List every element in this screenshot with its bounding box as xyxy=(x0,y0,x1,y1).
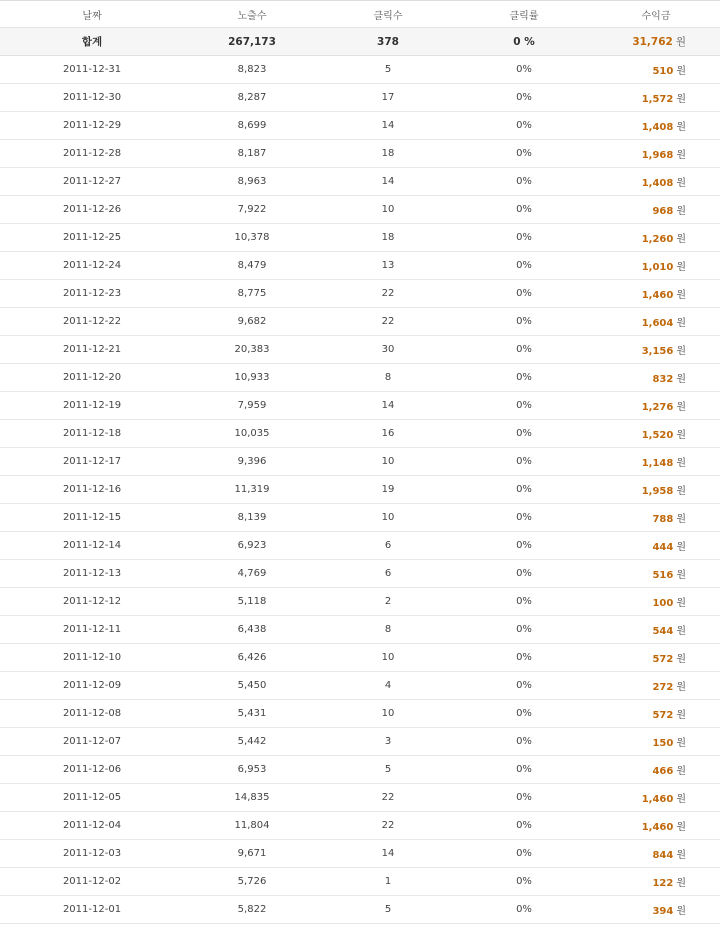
row-revenue: 516 xyxy=(652,570,674,581)
currency-unit: 원 xyxy=(676,514,686,525)
table-row xyxy=(0,784,720,812)
row-ctr: 0% xyxy=(456,420,592,448)
row-date: 2011-12-05 xyxy=(0,784,184,812)
row-revenue-cell xyxy=(592,392,720,420)
row-ctr: 0% xyxy=(456,392,592,420)
row-revenue: 122 xyxy=(652,878,674,889)
currency-unit: 원 xyxy=(676,878,686,889)
currency-unit: 원 xyxy=(676,234,686,245)
row-date: 2011-12-07 xyxy=(0,728,184,756)
total-revenue-cell xyxy=(592,28,720,56)
table-row xyxy=(0,280,720,308)
row-revenue: 100 xyxy=(652,598,674,609)
row-clicks: 6 xyxy=(320,532,456,560)
row-impressions: 5,442 xyxy=(184,728,320,756)
row-revenue-cell xyxy=(592,56,720,84)
row-revenue-cell xyxy=(592,112,720,140)
row-revenue-cell xyxy=(592,448,720,476)
row-clicks: 18 xyxy=(320,140,456,168)
row-ctr: 0% xyxy=(456,840,592,868)
row-impressions: 9,682 xyxy=(184,308,320,336)
currency-unit: 원 xyxy=(676,710,686,721)
row-revenue: 466 xyxy=(652,766,674,777)
row-clicks: 5 xyxy=(320,896,456,924)
currency-unit: 원 xyxy=(676,822,686,833)
row-clicks: 10 xyxy=(320,644,456,672)
row-revenue-cell xyxy=(592,616,720,644)
row-impressions: 8,699 xyxy=(184,112,320,140)
table-row xyxy=(0,616,720,644)
total-label: 합계 xyxy=(0,28,184,56)
currency-unit: 원 xyxy=(676,682,686,693)
row-clicks: 30 xyxy=(320,336,456,364)
row-ctr: 0% xyxy=(456,868,592,896)
row-impressions: 14,835 xyxy=(184,784,320,812)
row-impressions: 8,287 xyxy=(184,84,320,112)
currency-unit: 원 xyxy=(676,318,686,329)
row-impressions: 10,035 xyxy=(184,420,320,448)
header-date: 날짜 xyxy=(0,1,184,28)
currency-unit: 원 xyxy=(676,766,686,777)
row-impressions: 7,922 xyxy=(184,196,320,224)
table-row xyxy=(0,196,720,224)
row-clicks: 14 xyxy=(320,840,456,868)
row-date: 2011-12-10 xyxy=(0,644,184,672)
row-ctr: 0% xyxy=(456,700,592,728)
table-row xyxy=(0,896,720,924)
row-clicks: 16 xyxy=(320,420,456,448)
row-revenue-cell xyxy=(592,336,720,364)
total-row xyxy=(0,28,720,56)
currency-unit: 원 xyxy=(676,402,686,413)
row-impressions: 5,822 xyxy=(184,896,320,924)
row-revenue: 444 xyxy=(652,542,674,553)
row-date: 2011-12-31 xyxy=(0,56,184,84)
table-row xyxy=(0,224,720,252)
row-date: 2011-12-20 xyxy=(0,364,184,392)
row-revenue-cell xyxy=(592,280,720,308)
row-date: 2011-12-03 xyxy=(0,840,184,868)
row-revenue-cell xyxy=(592,504,720,532)
row-revenue-cell xyxy=(592,560,720,588)
currency-unit: 원 xyxy=(676,262,686,273)
row-impressions: 10,933 xyxy=(184,364,320,392)
row-impressions: 8,479 xyxy=(184,252,320,280)
currency-unit: 원 xyxy=(676,430,686,441)
currency-unit: 원 xyxy=(676,458,686,469)
table-row xyxy=(0,672,720,700)
row-ctr: 0% xyxy=(456,532,592,560)
header-revenue: 수익금 xyxy=(592,1,720,28)
row-clicks: 10 xyxy=(320,196,456,224)
table-row xyxy=(0,728,720,756)
row-clicks: 17 xyxy=(320,84,456,112)
row-date: 2011-12-14 xyxy=(0,532,184,560)
row-date: 2011-12-17 xyxy=(0,448,184,476)
row-ctr: 0% xyxy=(456,560,592,588)
row-clicks: 6 xyxy=(320,560,456,588)
row-date: 2011-12-24 xyxy=(0,252,184,280)
currency-unit: 원 xyxy=(675,36,686,48)
row-date: 2011-12-06 xyxy=(0,756,184,784)
row-revenue: 968 xyxy=(652,206,674,217)
table-row xyxy=(0,112,720,140)
total-impressions: 267,173 xyxy=(184,28,320,56)
currency-unit: 원 xyxy=(676,346,686,357)
row-revenue: 544 xyxy=(652,626,674,637)
row-revenue: 1,604 xyxy=(641,318,674,329)
row-clicks: 4 xyxy=(320,672,456,700)
row-revenue-cell xyxy=(592,868,720,896)
row-date: 2011-12-02 xyxy=(0,868,184,896)
row-impressions: 9,396 xyxy=(184,448,320,476)
row-revenue-cell xyxy=(592,476,720,504)
row-ctr: 0% xyxy=(456,616,592,644)
table-row xyxy=(0,448,720,476)
row-revenue-cell xyxy=(592,140,720,168)
table-row xyxy=(0,140,720,168)
row-revenue: 1,408 xyxy=(641,178,674,189)
row-date: 2011-12-16 xyxy=(0,476,184,504)
row-clicks: 18 xyxy=(320,224,456,252)
row-revenue-cell xyxy=(592,840,720,868)
row-clicks: 22 xyxy=(320,784,456,812)
currency-unit: 원 xyxy=(676,654,686,665)
row-date: 2011-12-08 xyxy=(0,700,184,728)
currency-unit: 원 xyxy=(676,570,686,581)
row-date: 2011-12-01 xyxy=(0,896,184,924)
table-row xyxy=(0,420,720,448)
table-row xyxy=(0,532,720,560)
row-clicks: 8 xyxy=(320,364,456,392)
row-impressions: 8,139 xyxy=(184,504,320,532)
currency-unit: 원 xyxy=(676,598,686,609)
row-revenue-cell xyxy=(592,364,720,392)
table-row xyxy=(0,560,720,588)
table-row xyxy=(0,476,720,504)
row-ctr: 0% xyxy=(456,224,592,252)
row-impressions: 10,378 xyxy=(184,224,320,252)
row-date: 2011-12-21 xyxy=(0,336,184,364)
row-revenue: 1,520 xyxy=(641,430,674,441)
row-ctr: 0% xyxy=(456,504,592,532)
row-revenue-cell xyxy=(592,588,720,616)
row-clicks: 22 xyxy=(320,308,456,336)
row-ctr: 0% xyxy=(456,672,592,700)
row-impressions: 5,450 xyxy=(184,672,320,700)
row-impressions: 8,775 xyxy=(184,280,320,308)
currency-unit: 원 xyxy=(676,738,686,749)
row-date: 2011-12-27 xyxy=(0,168,184,196)
currency-unit: 원 xyxy=(676,178,686,189)
row-revenue: 788 xyxy=(652,514,674,525)
row-impressions: 6,923 xyxy=(184,532,320,560)
row-impressions: 8,187 xyxy=(184,140,320,168)
currency-unit: 원 xyxy=(676,206,686,217)
row-revenue-cell xyxy=(592,812,720,840)
row-date: 2011-12-22 xyxy=(0,308,184,336)
row-revenue: 572 xyxy=(652,710,674,721)
row-clicks: 8 xyxy=(320,616,456,644)
row-clicks: 14 xyxy=(320,112,456,140)
currency-unit: 원 xyxy=(676,794,686,805)
currency-unit: 원 xyxy=(676,626,686,637)
row-clicks: 5 xyxy=(320,56,456,84)
table-row xyxy=(0,840,720,868)
table-row xyxy=(0,868,720,896)
row-revenue-cell xyxy=(592,252,720,280)
currency-unit: 원 xyxy=(676,486,686,497)
row-date: 2011-12-19 xyxy=(0,392,184,420)
row-revenue-cell xyxy=(592,896,720,924)
row-revenue: 1,408 xyxy=(641,122,674,133)
table-row xyxy=(0,252,720,280)
table-row xyxy=(0,700,720,728)
row-ctr: 0% xyxy=(456,336,592,364)
row-clicks: 10 xyxy=(320,700,456,728)
header-row xyxy=(0,1,720,28)
table-row xyxy=(0,504,720,532)
header-impressions: 노출수 xyxy=(184,1,320,28)
row-ctr: 0% xyxy=(456,168,592,196)
row-revenue-cell xyxy=(592,784,720,812)
row-revenue-cell xyxy=(592,420,720,448)
row-date: 2011-12-26 xyxy=(0,196,184,224)
row-clicks: 10 xyxy=(320,448,456,476)
row-clicks: 1 xyxy=(320,868,456,896)
total-revenue: 31,762 xyxy=(632,36,673,48)
row-revenue-cell xyxy=(592,672,720,700)
table-row xyxy=(0,56,720,84)
row-revenue-cell xyxy=(592,168,720,196)
row-revenue: 1,460 xyxy=(641,290,674,301)
total-ctr: 0 % xyxy=(456,28,592,56)
row-date: 2011-12-09 xyxy=(0,672,184,700)
row-revenue: 844 xyxy=(652,850,674,861)
row-revenue: 1,460 xyxy=(641,794,674,805)
row-impressions: 5,726 xyxy=(184,868,320,896)
currency-unit: 원 xyxy=(676,850,686,861)
row-ctr: 0% xyxy=(456,644,592,672)
row-date: 2011-12-18 xyxy=(0,420,184,448)
table-row xyxy=(0,308,720,336)
table-row xyxy=(0,392,720,420)
currency-unit: 원 xyxy=(676,122,686,133)
row-impressions: 5,118 xyxy=(184,588,320,616)
header-ctr: 클릭률 xyxy=(456,1,592,28)
row-date: 2011-12-25 xyxy=(0,224,184,252)
row-date: 2011-12-29 xyxy=(0,112,184,140)
row-revenue-cell xyxy=(592,532,720,560)
row-revenue-cell xyxy=(592,728,720,756)
table-row xyxy=(0,644,720,672)
row-revenue: 150 xyxy=(652,738,674,749)
row-impressions: 7,959 xyxy=(184,392,320,420)
currency-unit: 원 xyxy=(676,374,686,385)
row-revenue: 1,148 xyxy=(641,458,674,469)
row-impressions: 6,953 xyxy=(184,756,320,784)
row-clicks: 14 xyxy=(320,168,456,196)
row-clicks: 22 xyxy=(320,812,456,840)
table-row xyxy=(0,588,720,616)
row-ctr: 0% xyxy=(456,280,592,308)
table-row xyxy=(0,84,720,112)
row-ctr: 0% xyxy=(456,728,592,756)
row-impressions: 8,823 xyxy=(184,56,320,84)
row-revenue: 572 xyxy=(652,654,674,665)
row-ctr: 0% xyxy=(456,896,592,924)
row-ctr: 0% xyxy=(456,140,592,168)
table-row xyxy=(0,812,720,840)
row-revenue: 3,156 xyxy=(641,346,674,357)
row-clicks: 13 xyxy=(320,252,456,280)
row-ctr: 0% xyxy=(456,84,592,112)
row-impressions: 11,804 xyxy=(184,812,320,840)
currency-unit: 원 xyxy=(676,542,686,553)
row-date: 2011-12-30 xyxy=(0,84,184,112)
row-revenue-cell xyxy=(592,224,720,252)
row-revenue: 832 xyxy=(652,374,674,385)
row-date: 2011-12-11 xyxy=(0,616,184,644)
row-clicks: 2 xyxy=(320,588,456,616)
row-impressions: 20,383 xyxy=(184,336,320,364)
currency-unit: 원 xyxy=(676,290,686,301)
currency-unit: 원 xyxy=(676,66,686,77)
row-date: 2011-12-04 xyxy=(0,812,184,840)
row-ctr: 0% xyxy=(456,784,592,812)
row-revenue-cell xyxy=(592,196,720,224)
row-ctr: 0% xyxy=(456,364,592,392)
row-ctr: 0% xyxy=(456,448,592,476)
row-clicks: 5 xyxy=(320,756,456,784)
row-revenue: 1,260 xyxy=(641,234,674,245)
row-date: 2011-12-13 xyxy=(0,560,184,588)
table-row xyxy=(0,336,720,364)
table-row xyxy=(0,168,720,196)
row-revenue-cell xyxy=(592,756,720,784)
row-ctr: 0% xyxy=(456,196,592,224)
row-revenue-cell xyxy=(592,308,720,336)
row-impressions: 5,431 xyxy=(184,700,320,728)
row-date: 2011-12-23 xyxy=(0,280,184,308)
row-revenue-cell xyxy=(592,84,720,112)
row-clicks: 14 xyxy=(320,392,456,420)
row-ctr: 0% xyxy=(456,588,592,616)
row-ctr: 0% xyxy=(456,112,592,140)
row-ctr: 0% xyxy=(456,252,592,280)
row-revenue-cell xyxy=(592,644,720,672)
row-impressions: 8,963 xyxy=(184,168,320,196)
row-ctr: 0% xyxy=(456,756,592,784)
row-impressions: 6,438 xyxy=(184,616,320,644)
row-date: 2011-12-12 xyxy=(0,588,184,616)
currency-unit: 원 xyxy=(676,94,686,105)
row-ctr: 0% xyxy=(456,812,592,840)
row-impressions: 11,319 xyxy=(184,476,320,504)
row-clicks: 3 xyxy=(320,728,456,756)
row-revenue: 394 xyxy=(652,906,674,917)
row-clicks: 22 xyxy=(320,280,456,308)
total-clicks: 378 xyxy=(320,28,456,56)
row-revenue: 510 xyxy=(652,66,674,77)
row-clicks: 10 xyxy=(320,504,456,532)
row-revenue: 272 xyxy=(652,682,674,693)
row-ctr: 0% xyxy=(456,476,592,504)
table-row xyxy=(0,364,720,392)
row-impressions: 9,671 xyxy=(184,840,320,868)
row-impressions: 4,769 xyxy=(184,560,320,588)
row-revenue: 1,958 xyxy=(641,486,674,497)
row-revenue-cell xyxy=(592,700,720,728)
row-date: 2011-12-28 xyxy=(0,140,184,168)
row-revenue: 1,572 xyxy=(641,94,674,105)
currency-unit: 원 xyxy=(676,906,686,917)
row-revenue: 1,010 xyxy=(641,262,674,273)
row-ctr: 0% xyxy=(456,308,592,336)
row-revenue: 1,968 xyxy=(641,150,674,161)
row-clicks: 19 xyxy=(320,476,456,504)
row-revenue: 1,460 xyxy=(641,822,674,833)
table-row xyxy=(0,756,720,784)
row-ctr: 0% xyxy=(456,56,592,84)
row-revenue: 1,276 xyxy=(641,402,674,413)
currency-unit: 원 xyxy=(676,150,686,161)
row-date: 2011-12-15 xyxy=(0,504,184,532)
header-clicks: 클릭수 xyxy=(320,1,456,28)
row-impressions: 6,426 xyxy=(184,644,320,672)
